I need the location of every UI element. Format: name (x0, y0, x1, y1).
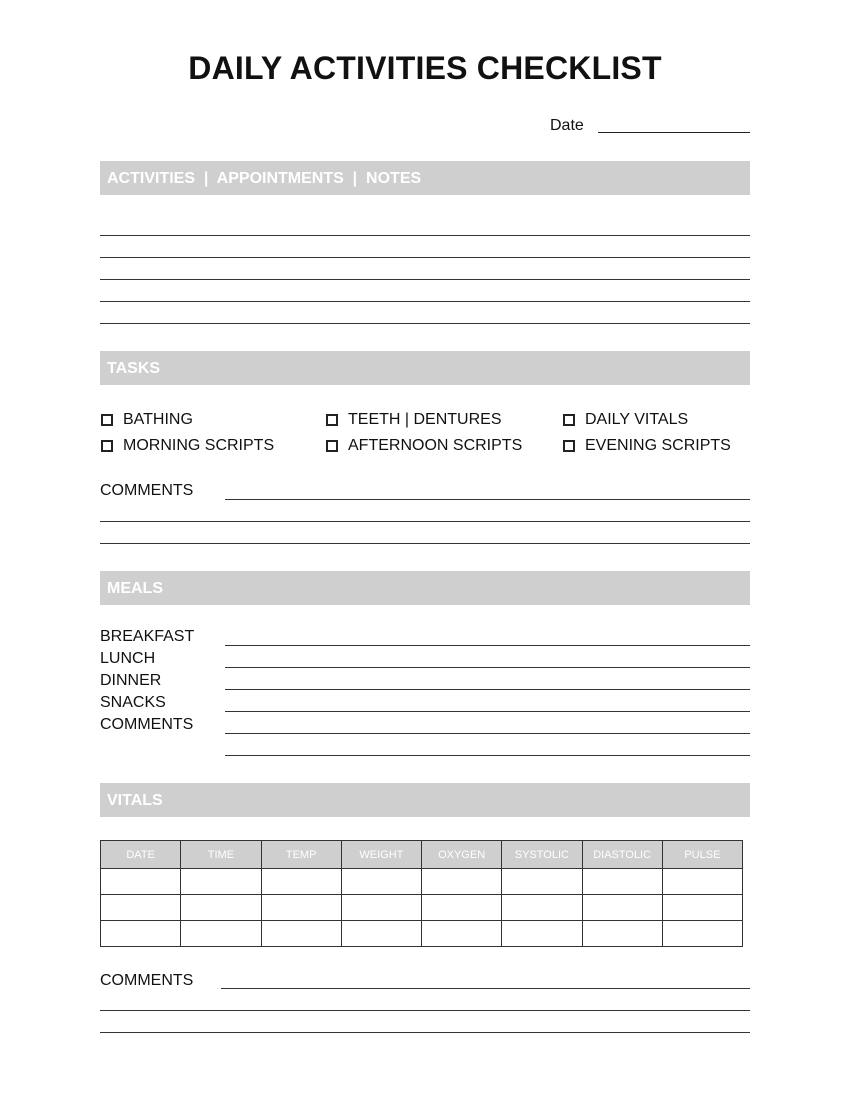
vitals-cell[interactable] (181, 895, 261, 921)
vitals-cell[interactable] (261, 921, 341, 947)
task-label: BATHING (123, 411, 193, 428)
vitals-comments-label: COMMENTS (100, 972, 194, 989)
task-daily-vitals[interactable] (563, 411, 688, 429)
meal-comments-line[interactable] (225, 755, 750, 756)
activities-write-line[interactable] (100, 235, 750, 236)
vitals-cell[interactable] (341, 869, 421, 895)
task-teeth-dentures[interactable] (326, 411, 502, 429)
vitals-cell[interactable] (101, 869, 181, 895)
task-afternoon-scripts[interactable] (326, 437, 522, 455)
vitals-column-header: DATE (101, 841, 181, 869)
task-label: EVENING SCRIPTS (585, 437, 731, 454)
task-label: AFTERNOON SCRIPTS (348, 437, 523, 454)
meal-label-comments: COMMENTS (100, 716, 194, 733)
vitals-cell[interactable] (261, 895, 341, 921)
activities-write-line[interactable] (100, 323, 750, 324)
vitals-column-header: PULSE (662, 841, 742, 869)
meal-label-lunch: LUNCH (100, 650, 156, 667)
vitals-header-row (101, 841, 743, 869)
vitals-cell[interactable] (502, 869, 582, 895)
meal-comments-line[interactable] (225, 733, 750, 734)
activities-section-header (100, 161, 750, 195)
lunch-line[interactable] (225, 667, 750, 668)
date-field-line[interactable] (598, 132, 750, 133)
activities-write-line[interactable] (100, 301, 750, 302)
vitals-cell[interactable] (582, 921, 662, 947)
vitals-cell[interactable] (662, 895, 742, 921)
vitals-cell[interactable] (101, 895, 181, 921)
dinner-line[interactable] (225, 689, 750, 690)
tasks-comments-line[interactable] (100, 521, 750, 522)
checkbox-icon[interactable] (326, 440, 338, 452)
meal-label-breakfast: BREAKFAST (100, 628, 195, 645)
vitals-cell[interactable] (422, 921, 502, 947)
vitals-cell[interactable] (181, 869, 261, 895)
vitals-cell[interactable] (662, 869, 742, 895)
vitals-cell[interactable] (101, 921, 181, 947)
task-evening-scripts[interactable] (563, 437, 731, 455)
checkbox-icon[interactable] (563, 440, 575, 452)
task-label: DAILY VITALS (585, 411, 689, 428)
vitals-column-header: OXYGEN (422, 841, 502, 869)
vitals-cell[interactable] (261, 869, 341, 895)
task-label: MORNING SCRIPTS (123, 437, 275, 454)
tasks-section-header (100, 351, 750, 385)
checkbox-icon[interactable] (563, 414, 575, 426)
task-bathing[interactable] (101, 411, 193, 429)
vitals-cell[interactable] (422, 895, 502, 921)
vitals-column-header: DIASTOLIC (582, 841, 662, 869)
tasks-comments-label: COMMENTS (100, 482, 194, 499)
vitals-comments-line[interactable] (221, 988, 750, 989)
checkbox-icon[interactable] (101, 440, 113, 452)
tasks-section-title: TASKS (107, 360, 161, 377)
activities-write-line[interactable] (100, 257, 750, 258)
vitals-cell[interactable] (181, 921, 261, 947)
vitals-section-header (100, 783, 750, 817)
vitals-column-header: TIME (181, 841, 261, 869)
task-label: TEETH | DENTURES (348, 411, 502, 428)
vitals-cell[interactable] (662, 921, 742, 947)
vitals-cell[interactable] (582, 895, 662, 921)
activities-section-title: ACTIVITIES | APPOINTMENTS | NOTES (107, 170, 422, 187)
snacks-line[interactable] (225, 711, 750, 712)
vitals-comments-line[interactable] (100, 1010, 750, 1011)
tasks-comments-line[interactable] (225, 499, 750, 500)
vitals-cell[interactable] (582, 869, 662, 895)
vitals-column-header: SYSTOLIC (502, 841, 582, 869)
vitals-cell[interactable] (502, 921, 582, 947)
meal-label-dinner: DINNER (100, 672, 162, 689)
vitals-comments-line[interactable] (100, 1032, 750, 1033)
checkbox-icon[interactable] (101, 414, 113, 426)
task-morning-scripts[interactable] (101, 437, 274, 455)
table-row (101, 921, 743, 947)
table-row (101, 869, 743, 895)
meals-section-title: MEALS (107, 580, 163, 597)
page-title: DAILY ACTIVITIES CHECKLIST (188, 50, 662, 86)
activities-write-line[interactable] (100, 279, 750, 280)
vitals-cell[interactable] (502, 895, 582, 921)
breakfast-line[interactable] (225, 645, 750, 646)
vitals-section-title: VITALS (107, 792, 163, 809)
vitals-cell[interactable] (341, 921, 421, 947)
vitals-cell[interactable] (422, 869, 502, 895)
vitals-cell[interactable] (341, 895, 421, 921)
date-label: Date (550, 117, 584, 134)
meal-label-snacks: SNACKS (100, 694, 166, 711)
vitals-column-header: TEMP (261, 841, 341, 869)
meals-section-header (100, 571, 750, 605)
vitals-table (100, 840, 743, 947)
table-row (101, 895, 743, 921)
vitals-column-header: WEIGHT (341, 841, 421, 869)
tasks-comments-line[interactable] (100, 543, 750, 544)
checkbox-icon[interactable] (326, 414, 338, 426)
